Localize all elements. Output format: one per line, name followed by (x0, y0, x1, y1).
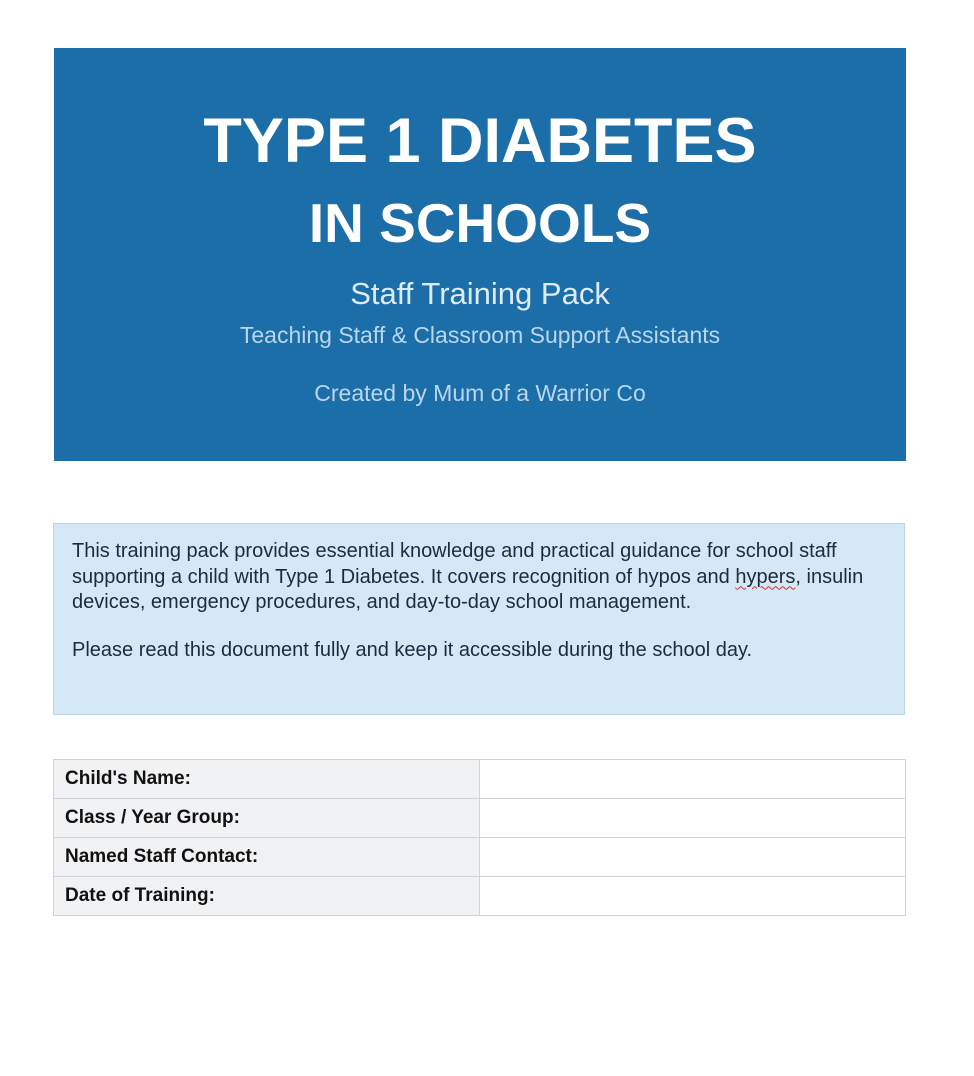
class-year-group-label: Class / Year Group: (54, 799, 480, 838)
table-row (54, 760, 906, 799)
intro-box (53, 523, 905, 715)
audience-line: Teaching Staff & Classroom Support Assistants (239, 322, 721, 348)
childs-name-label: Child's Name: (54, 760, 480, 799)
date-of-training-field[interactable] (480, 877, 906, 916)
table-row (54, 799, 906, 838)
class-year-group-field[interactable] (480, 799, 906, 838)
spellcheck-flagged-word[interactable]: hypers (735, 565, 796, 588)
cover-banner (54, 48, 906, 461)
title-line-1: TYPE 1 DIABETES (203, 106, 757, 176)
title-line-2: IN SCHOOLS (308, 192, 652, 254)
date-of-training-label: Date of Training: (54, 877, 480, 916)
intro-paragraph-2: Please read this document fully and keep it accessible during the school day. (72, 638, 753, 661)
subtitle: Staff Training Pack (350, 276, 610, 311)
named-staff-contact-field[interactable] (480, 838, 906, 877)
intro-text-part-2: , insulin devices, emergency procedures, and day-to-day school management. (72, 565, 864, 613)
childs-name-field[interactable] (480, 760, 906, 799)
intro-paragraph-1 (72, 539, 886, 616)
named-staff-contact-label: Named Staff Contact: (54, 838, 480, 877)
creator-line: Created by Mum of a Warrior Co (314, 380, 646, 406)
table-row (54, 877, 906, 916)
intro-text-part-1: This training pack provides essential knowledge and practical guidance for school staff supporting a child with Type 1 Diabetes. It covers recognition of hypos and (72, 540, 837, 588)
details-table (53, 759, 906, 916)
table-row (54, 838, 906, 877)
